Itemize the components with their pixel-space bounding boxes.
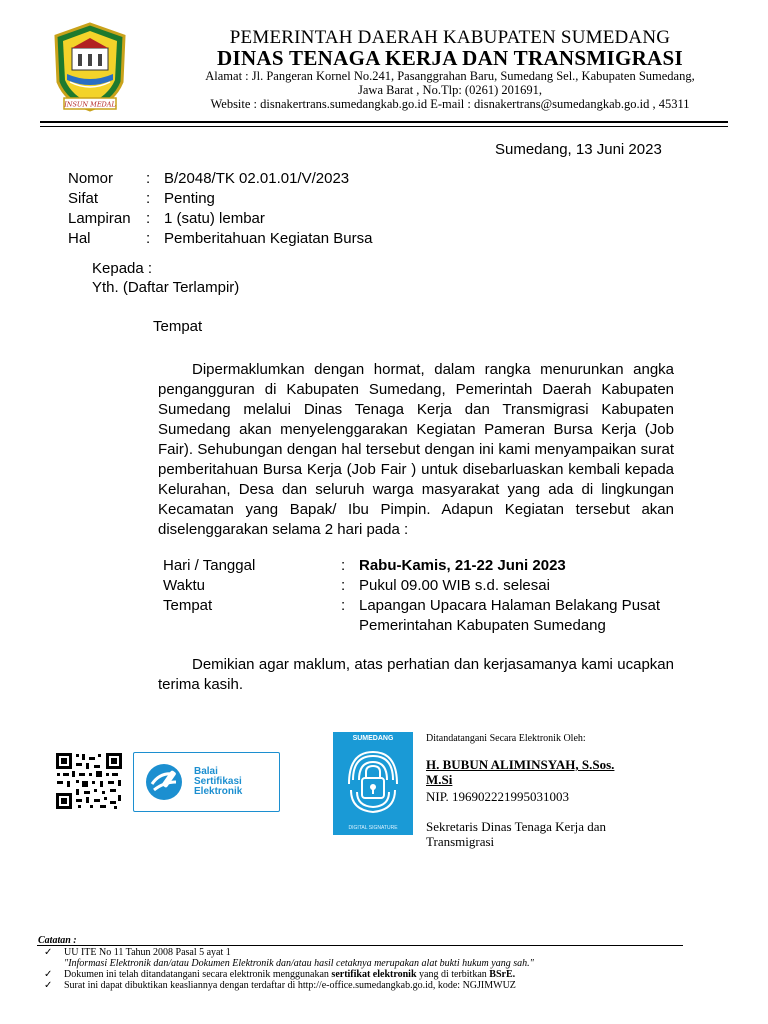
- detail-key: Hari / Tanggal: [163, 557, 256, 574]
- bsre-logo: [133, 752, 280, 812]
- check-icon: ✓: [44, 969, 53, 980]
- fingerprint-lock-icon: [345, 750, 401, 814]
- letterhead-address: [150, 69, 750, 97]
- meta-row-sifat: [68, 190, 372, 210]
- meta-row-lampiran: [68, 210, 372, 230]
- detail-key: Waktu: [163, 577, 205, 594]
- footnote-divider: [37, 945, 683, 946]
- signature-card-caption: DIGITAL SIGNATURE: [348, 825, 398, 831]
- logo-motto: INSUN MEDAL: [64, 100, 116, 109]
- meta-key: Hal: [68, 230, 91, 247]
- meta-value: Pemberitahuan Kegiatan Bursa: [164, 230, 373, 247]
- letterhead-address-line1: Alamat : Jl. Pangeran Kornel No.241, Pasanggrahan Baru, Sumedang Sel., Kabupaten Sumedang,: [205, 69, 695, 83]
- body-paragraph-1: Dipermaklumkan dengan hormat, dalam rangka menurunkan angka pengangguran di Kabupaten Sumedang, Pemerintah Daerah Kabupaten Sumedang melalui Dinas Tenaga Kerja dan Transmigrasi Kabupaten Sumedang akan menyelenggarakan Kegiatan Pameran Bursa Kerja (Job Fair). Sehubungan dengan hal tersebut dengan ini kami menyampaikan surat pemberitahuan Bursa Kerja (Job Fair ) untuk disebarluaskan kembali kepada Kelurahan, Desa dan seluruh warga masyarakat yang ada di lingkungan Kecamatan yang Bapak/ Ibu Pimpin. Adapun Kegiatan tersebut akan diselenggarakan selama 2 hari pada :: [158, 361, 674, 538]
- bsre-line-3: Elektronik: [194, 786, 243, 797]
- meta-colon: :: [146, 170, 151, 187]
- check-icon: ✓: [44, 947, 53, 958]
- meta-colon: :: [146, 230, 151, 247]
- letterhead-government-name: PEMERINTAH DAERAH KABUPATEN SUMEDANG: [229, 27, 671, 48]
- detail-colon: :: [341, 557, 346, 574]
- letterhead-divider-thick: [40, 121, 728, 123]
- signature-card-title: SUMEDANG: [352, 735, 394, 742]
- footnote-text: [64, 969, 515, 980]
- footnote-title: Catatan :: [38, 935, 77, 946]
- signature-label: Ditandatangani Secara Elektronik Oleh:: [426, 733, 586, 744]
- qr-code-icon: [54, 751, 124, 811]
- addressee-heading: Kepada :: [92, 260, 153, 277]
- footnote-item: [44, 947, 534, 958]
- check-icon: ✓: [44, 980, 53, 991]
- signer-name: [426, 757, 726, 787]
- letterhead-website-email: Website : disnakertrans.sumedangkab.go.id E-mail : disnakertrans@sumedangkab.go.id , 45311: [210, 97, 690, 111]
- footnote-list: [44, 947, 534, 991]
- meta-value: 1 (satu) lembar: [164, 210, 265, 227]
- addressee-recipient: Yth. (Daftar Terlampir): [92, 279, 240, 296]
- detail-row-venue: [163, 596, 669, 636]
- meta-value: Penting: [164, 190, 215, 207]
- signer-name-line2: M.Si: [426, 772, 453, 787]
- meta-key: Nomor: [68, 170, 114, 187]
- signer-name-line1: H. BUBUN ALIMINSYAH, S.Sos.: [426, 757, 615, 772]
- signer-position: Sekretaris Dinas Tenaga Kerja dan Transmigrasi: [426, 819, 607, 849]
- footnote-text: Surat ini dapat dibuktikan keasliannya dengan terdaftar di http://e-office.sumedangkab.go.id, kode: NGJIMWUZ: [64, 980, 516, 991]
- bsre-line-1: Balai: [194, 766, 218, 777]
- meta-colon: :: [146, 210, 151, 227]
- meta-key: Lampiran: [68, 210, 131, 227]
- footnote-text: UU ITE No 11 Tahun 2008 Pasal 5 ayat 1: [64, 947, 231, 958]
- bsre-line-2: Sertifikasi: [194, 776, 242, 787]
- footnote-item: [44, 980, 534, 991]
- signer-nip: NIP. 196902221995031003: [426, 789, 570, 804]
- meta-value: B/2048/TK 02.01.01/V/2023: [164, 170, 350, 187]
- meta-row-hal: [68, 230, 372, 250]
- footnote-emphasis: sertifikat elektronik: [331, 969, 417, 980]
- event-details: [163, 556, 669, 636]
- place-date: Sumedang, 13 Juni 2023: [495, 141, 662, 158]
- detail-value: Rabu-Kamis, 21-22 Juni 2023: [359, 557, 566, 574]
- meta-row-nomor: [68, 170, 372, 190]
- addressee-place: Tempat: [153, 318, 203, 335]
- meta-key: Sifat: [68, 190, 99, 207]
- detail-row-date: [163, 556, 669, 576]
- detail-colon: :: [341, 577, 346, 594]
- bsre-wordmark: [194, 767, 242, 797]
- footnote-text-part: Dokumen ini telah ditandatangani secara elektronik menggunakan: [64, 969, 332, 980]
- footnote-item: [44, 969, 534, 980]
- detail-colon: :: [341, 597, 346, 614]
- letterhead-agency-name: DINAS TENAGA KERJA DAN TRANSMIGRASI: [217, 46, 683, 70]
- footnote-emphasis: BSrE.: [489, 969, 516, 980]
- letterhead-address-line2: Jawa Barat , No.Tlp: (0261) 201691,: [358, 83, 542, 97]
- letter-meta: [68, 170, 372, 250]
- footnote-quote: "Informasi Elektronik dan/atau Dokumen Elektronik dan/atau hasil cetaknya merupakan alat bukti hukum yang sah.": [64, 958, 534, 969]
- detail-row-time: [163, 576, 669, 596]
- sumedang-crest-logo: [52, 22, 128, 112]
- bsre-emblem-icon: [142, 760, 186, 804]
- detail-key: Tempat: [163, 597, 213, 614]
- detail-value: Lapangan Upacara Halaman Belakang Pusat Pemerintahan Kabupaten Sumedang: [359, 597, 661, 634]
- meta-colon: :: [146, 190, 151, 207]
- footnote-text-part: yang di terbitkan: [416, 969, 490, 980]
- letterhead-divider-thin: [40, 126, 728, 127]
- detail-value: Pukul 09.00 WIB s.d. selesai: [359, 577, 550, 594]
- body-paragraph-2: Demikian agar maklum, atas perhatian dan kerjasamanya kami ucapkan terima kasih.: [158, 656, 674, 693]
- digital-signature-card: [333, 732, 413, 835]
